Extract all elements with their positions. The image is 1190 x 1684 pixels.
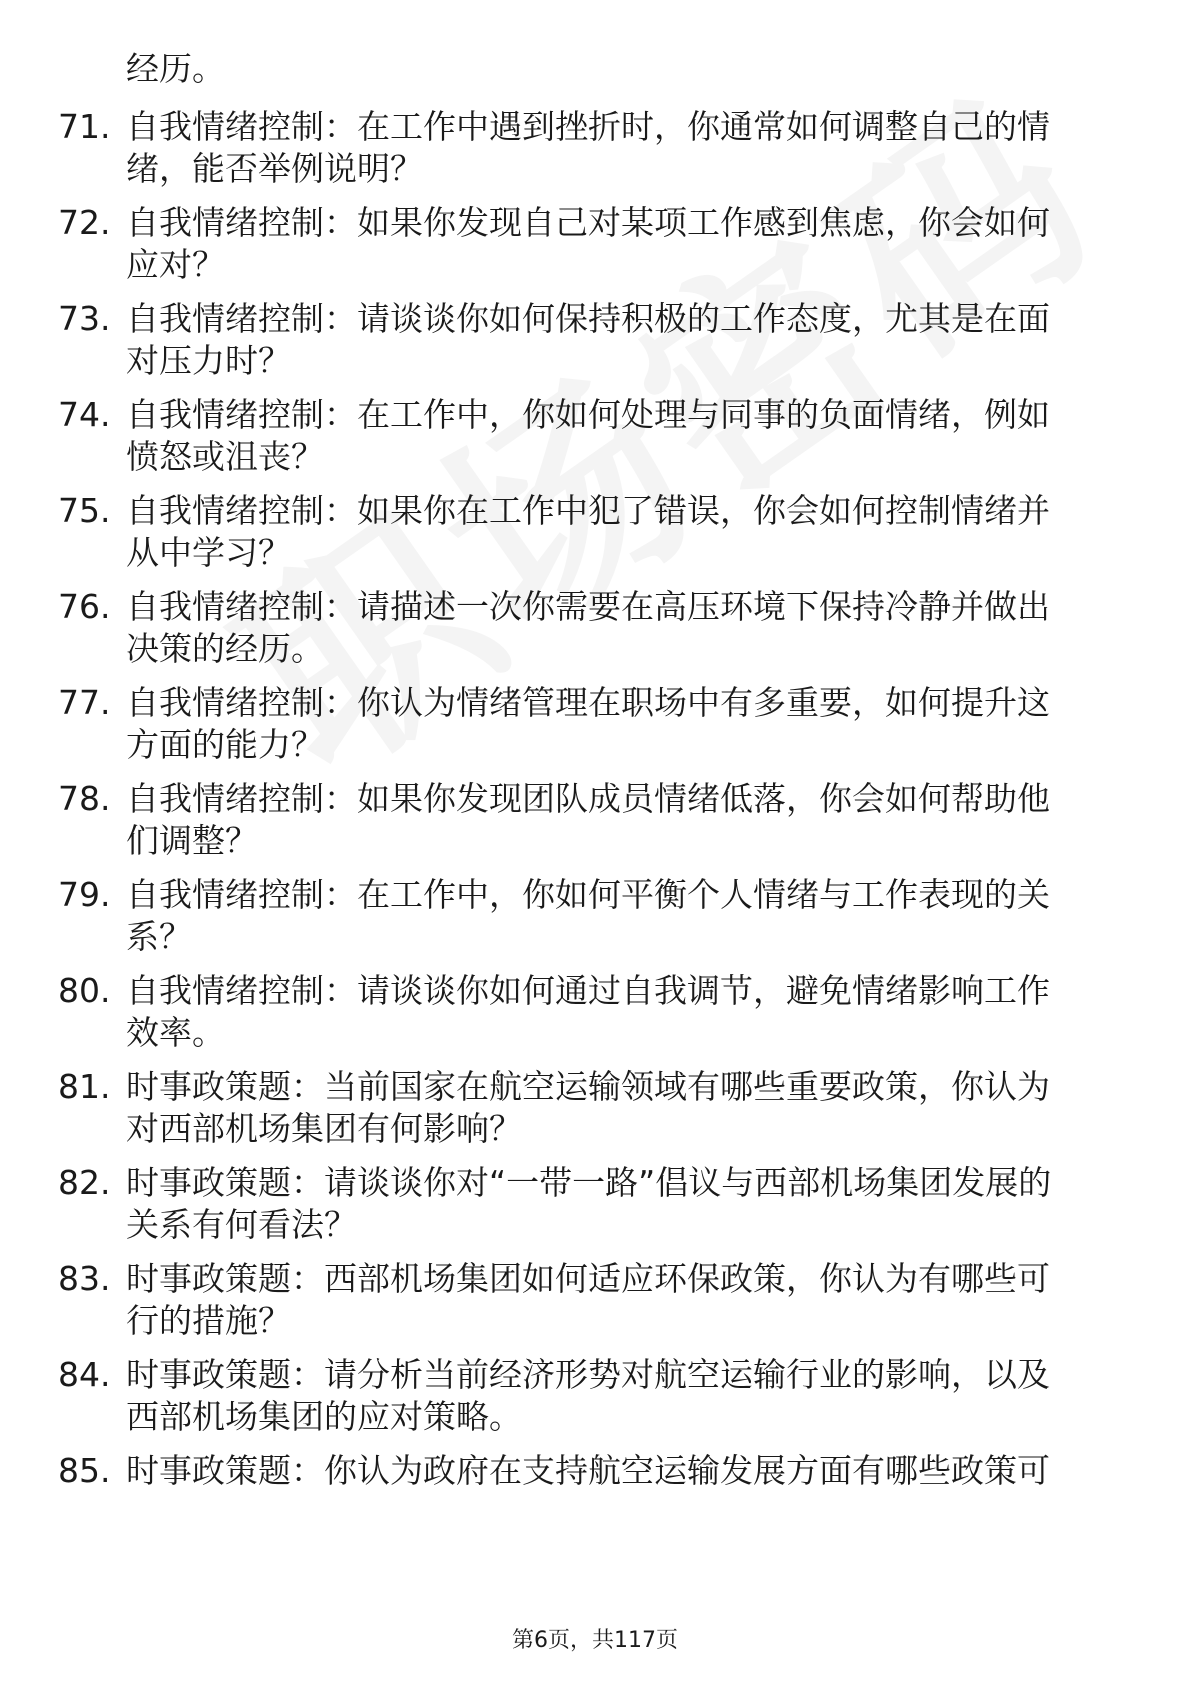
item-text-line: 时事政策题：当前国家在航空运输领域有哪些重要政策，你认为 — [126, 1067, 1050, 1106]
item-text-line: 决策的经历。 — [126, 629, 324, 668]
item-text-line: 时事政策题：你认为政府在支持航空运输发展方面有哪些政策可 — [126, 1451, 1050, 1490]
item-number: 83. — [58, 1259, 111, 1298]
item-text-line: 绪，能否举例说明？ — [126, 149, 423, 188]
item-number: 74. — [58, 395, 111, 434]
item-text-line: 自我情绪控制：在工作中遇到挫折时，你通常如何调整自己的情 — [126, 107, 1050, 146]
item-text-line: 时事政策题：西部机场集团如何适应环保政策，你认为有哪些可 — [126, 1259, 1050, 1298]
item-text-line: 们调整？ — [126, 821, 258, 860]
item-text-line: 从中学习？ — [126, 533, 291, 572]
item-number: 77. — [58, 683, 111, 722]
item-number: 85. — [58, 1451, 111, 1490]
item-text-line: 自我情绪控制：请描述一次你需要在高压环境下保持冷静并做出 — [126, 587, 1050, 626]
item-number: 72. — [58, 203, 111, 242]
item-text-line: 自我情绪控制：如果你发现自己对某项工作感到焦虑，你会如何 — [126, 203, 1050, 242]
item-number: 73. — [58, 299, 111, 338]
item-number: 82. — [58, 1163, 111, 1202]
item-text-line: 行的措施？ — [126, 1301, 291, 1340]
item-text-line: 自我情绪控制：如果你在工作中犯了错误，你会如何控制情绪并 — [126, 491, 1050, 530]
item-text-line: 自我情绪控制：在工作中，你如何处理与同事的负面情绪，例如 — [126, 395, 1050, 434]
item-text-line: 愤怒或沮丧？ — [126, 437, 324, 476]
item-text-line: 方面的能力？ — [126, 725, 324, 764]
item-text-line: 系？ — [126, 917, 192, 956]
item-text-line: 自我情绪控制：请谈谈你如何保持积极的工作态度，尤其是在面 — [126, 299, 1050, 338]
item-number: 80. — [58, 971, 111, 1010]
continuation-line: 经历。 — [126, 49, 225, 88]
item-text-line: 关系有何看法？ — [126, 1205, 357, 1244]
page-footer: 第6页，共117页 — [512, 1628, 678, 1653]
item-number: 75. — [58, 491, 111, 530]
item-text-line: 应对？ — [126, 245, 225, 284]
item-number: 78. — [58, 779, 111, 818]
item-text-line: 效率。 — [126, 1013, 225, 1052]
item-number: 71. — [58, 107, 111, 146]
item-number: 79. — [58, 875, 111, 914]
item-text-line: 自我情绪控制：请谈谈你如何通过自我调节，避免情绪影响工作 — [126, 971, 1050, 1010]
item-text-line: 对压力时？ — [126, 341, 291, 380]
item-text-line: 自我情绪控制：你认为情绪管理在职场中有多重要，如何提升这 — [126, 683, 1050, 722]
item-text-line: 自我情绪控制：如果你发现团队成员情绪低落，你会如何帮助他 — [126, 779, 1050, 818]
item-number: 81. — [58, 1067, 111, 1106]
item-text-line: 时事政策题：请分析当前经济形势对航空运输行业的影响，以及 — [126, 1355, 1050, 1394]
item-text-line: 西部机场集团的应对策略。 — [126, 1397, 522, 1436]
item-text-line: 自我情绪控制：在工作中，你如何平衡个人情绪与工作表现的关 — [126, 875, 1050, 914]
item-text-line: 时事政策题：请谈谈你对“一带一路”倡议与西部机场集团发展的 — [126, 1163, 1052, 1202]
item-number: 84. — [58, 1355, 111, 1394]
item-text-line: 对西部机场集团有何影响？ — [126, 1109, 522, 1148]
item-number: 76. — [58, 587, 111, 626]
